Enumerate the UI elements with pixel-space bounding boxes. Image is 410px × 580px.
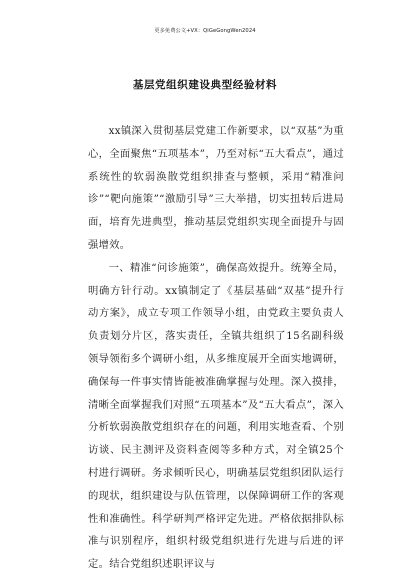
paragraph-intro: xx镇深入贯彻基层党建工作新要求，以“双基”为重心，全面聚焦“五项基本”，乃至对标“五大看点”，通过系统性的软弱涣散党组织排查与整顿，采用“精准问诊”“靶向施策”“激励引导”三大举措，切实扭转后进局面，培育先进典型，推动基层党组织实现全面提升与固强增效。	[88, 125, 344, 251]
header-note: 更多免费公文+VX：QiGeGongWen2024	[154, 28, 256, 34]
document-body	[88, 120, 344, 576]
document-title: 基层党组织建设典型经验材料	[132, 79, 278, 91]
paragraph-section-1: 一、精准“问诊施策”，确保高效提升。统筹全局，明确方针行动。xx镇制定了《基层基础“双基”提升行动方案》，成立专项工作领导小组，由党政主要负责人负责划分片区，落实责任，全镇共组织了15名副科级领导领衔多个调研小组，从多维度展开全面实地调研，确保每一件事实情皆能被准确掌握与处理。深入摸排，清晰全面掌握我们对照“五项基本”及“五大看点”，深入分析软弱涣散党组织存在的问题，利用实地查看、个别访谈、民主测评及资料查阅等多种方式，对全镇25个村进行调研。务求倾听民心，明确基层党组织团队运行的现状，组织建设与队伍管理，以保障调研工作的客观性和准确性。科学研判严格评定先进。严格依据排队标准与识别程序，组织村级党组织进行先进与后进的评定。结合党组织述职评议与	[88, 261, 344, 571]
